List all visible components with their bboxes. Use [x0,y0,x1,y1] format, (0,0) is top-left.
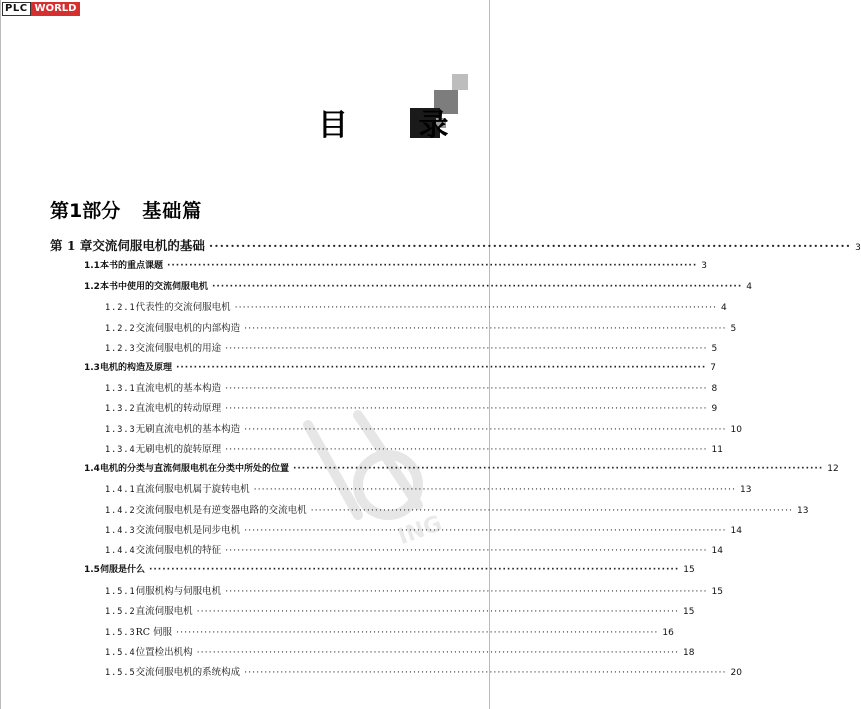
page-title: 目 录 [318,108,479,143]
toc-page-number: 13 [739,485,752,495]
toc-page-number: 11 [711,445,723,455]
toc-page-number: 5 [730,324,737,334]
toc-entry-sub [105,624,674,638]
toc-title: 电机的分类与直流伺服电机在分类中所处的位置 [99,464,289,474]
toc-number: 1.1 [84,261,100,271]
toc-page-number: 5 [711,344,718,354]
toc-leader-dots: ························································································································ [225,545,708,556]
toc-page-number: 15 [682,607,695,617]
toc-leader-dots: ························································································································ [244,667,727,678]
toc-title: 直流电机的转动原理 [135,403,222,414]
toc-title: 位置检出机构 [135,647,193,658]
toc-title: 交流伺服电机是有逆变器电路的交流电机 [135,505,307,516]
toc-title: 无刷电机的旋转原理 [135,444,222,455]
toc-title: 直流电机的基本构造 [135,383,222,394]
toc-entry-sub [105,421,742,435]
toc-number: 1.5.3 [105,628,136,638]
toc-leader-dots: ························································································································ [196,606,679,617]
toc-title: RC 伺服 [135,627,173,638]
toc-page-number: 4 [720,303,727,313]
toc-leader-dots: ························································································································ [292,464,824,474]
toc-number: 1.5.1 [105,587,136,597]
toc-number: 1.3 [84,363,100,373]
watermark-text: ING [394,511,446,551]
plcworld-logo [2,2,80,16]
toc-number: 1.2.2 [105,324,136,334]
toc-leader-dots: ························································································································ [211,282,743,292]
toc-entry-sub [105,481,752,495]
toc-page-number: 18 [682,648,695,658]
toc-number: 1.3.4 [105,445,136,455]
toc-entry-sub [105,644,695,658]
page-edge-left [0,0,1,709]
toc-entry-sub [105,664,742,678]
toc-page-number: 10 [730,425,742,435]
part-heading [50,196,202,223]
toc-page-number: 13 [796,506,809,516]
toc-leader-dots: ························································································································ [253,484,736,495]
toc-leader-dots: ························································································································ [225,403,708,414]
toc-number: 1.3.3 [105,425,136,435]
part-name: 基础篇 [142,200,203,222]
toc-leader-dots: ························································································································ [166,261,698,271]
toc-leader-dots: ························································································································ [234,302,717,313]
part-label: 第1部分 [50,200,121,222]
toc-page-number: 16 [662,628,674,638]
decor-square-light [452,74,468,90]
toc-leader-dots: ························································································································ [208,238,852,253]
toc-number: 1.4 [84,464,100,474]
toc-leader-dots: ························································································································ [310,505,793,516]
toc-page-number: 7 [710,363,716,373]
toc-leader-dots: ························································································································ [244,525,727,536]
toc-number: 1.5 [84,565,100,575]
toc-number: 第 1 章 [50,238,93,253]
toc-number: 1.5.5 [105,668,136,678]
toc-leader-dots: ························································································································ [196,647,679,658]
toc-entry-section [84,461,839,474]
toc-title: 交流伺服电机的基础 [92,238,205,253]
toc-page-number: 12 [827,464,839,474]
toc-entry-sub [105,299,727,313]
toc-number: 1.5.4 [105,648,136,658]
toc-number: 1.4.2 [105,506,136,516]
toc-title: 本书中使用的交流伺服电机 [99,282,208,292]
toc-number: 1.2.1 [105,303,136,313]
toc-title: 交流伺服电机的系统构成 [135,667,241,678]
toc-page-number: 4 [746,282,752,292]
toc-page-number: 14 [711,546,723,556]
toc-page-number: 14 [730,526,742,536]
toc-number: 1.3.2 [105,404,136,414]
toc-entry-sub [105,441,723,455]
toc-entry-sub [105,380,718,394]
toc-entry-sub [105,583,723,597]
toc-title: 直流伺服电机 [135,606,193,617]
toc-number: 1.4.3 [105,526,136,536]
toc-page-number: 3 [855,243,861,253]
toc-leader-dots: ························································································································ [225,444,708,455]
toc-leader-dots: ························································································································ [175,363,707,373]
toc-title: 交流伺服电机是同步电机 [135,525,241,536]
toc-title: 本书的重点课题 [99,261,163,271]
toc-page-number: 15 [711,587,723,597]
logo-plc-text: PLC [2,2,31,16]
toc-leader-dots: ························································································································ [244,424,727,435]
toc-number: 1.3.1 [105,384,136,394]
toc-leader-dots: ························································································································ [244,323,727,334]
page-edge-right [489,0,490,709]
toc-number: 1.2 [84,282,100,292]
toc-leader-dots: ························································································································ [225,383,708,394]
toc-page-number: 8 [711,384,718,394]
toc-entry-section [84,360,716,373]
toc-page-number: 9 [711,404,718,414]
toc-title: 伺服机构与伺服电机 [135,586,222,597]
toc-entry-chapter [50,236,861,254]
toc-page-number: 3 [701,261,707,271]
toc-title: 无刷直流电机的基本构造 [135,424,241,435]
toc-entry-section [84,258,707,271]
toc-page-number: 20 [730,668,742,678]
toc-title: 直流伺服电机属于旋转电机 [135,484,250,495]
toc-leader-dots: ························································································································ [176,627,659,638]
toc-title: 电机的构造及原理 [99,363,172,373]
toc-title: 交流伺服电机的特征 [135,545,222,556]
toc-entry-sub [105,320,737,334]
toc-title: 伺服是什么 [99,565,145,575]
toc-title: 代表性的交流伺服电机 [135,302,231,313]
toc-entry-sub [105,603,695,617]
toc-entry-sub [105,502,809,516]
toc-leader-dots: ························································································································ [225,586,708,597]
toc-number: 1.5.2 [105,607,136,617]
toc-number: 1.4.1 [105,485,136,495]
toc-entry-sub [105,522,742,536]
toc-title: 交流伺服电机的用途 [135,343,222,354]
toc-leader-dots: ························································································································ [225,343,708,354]
toc-entry-section [84,279,752,292]
toc-entry-section [84,562,695,575]
logo-world-text: WORLD [31,2,81,16]
toc-number: 1.2.3 [105,344,136,354]
toc-page-number: 15 [683,565,695,575]
toc-title: 交流伺服电机的内部构造 [135,323,241,334]
toc-entry-sub [105,340,718,354]
toc-leader-dots: ························································································································ [148,565,680,575]
toc-entry-sub [105,542,723,556]
toc-entry-sub [105,400,718,414]
toc-number: 1.4.4 [105,546,136,556]
